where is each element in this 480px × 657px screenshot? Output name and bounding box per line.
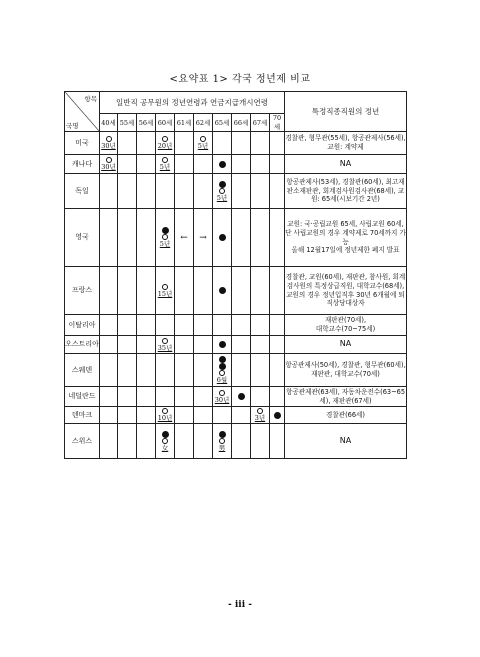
- service-years-label: 5년: [197, 142, 209, 150]
- service-years-label: 20년: [157, 142, 173, 150]
- country-name: 영국: [65, 209, 100, 267]
- corner-header-item: 항목: [84, 95, 97, 103]
- range-arrow: ←: [180, 232, 188, 243]
- retirement-age-marker: [219, 363, 226, 370]
- age-cell: [232, 174, 251, 209]
- service-years-label: 5년: [216, 193, 228, 202]
- age-cell: [137, 336, 156, 354]
- age-cell: [270, 424, 285, 459]
- retirement-age-marker: [219, 234, 226, 241]
- age-cell: [213, 336, 232, 354]
- age-cell: [118, 315, 137, 336]
- age-cell: [251, 407, 270, 424]
- age-cell: [213, 387, 232, 407]
- table-row: [65, 424, 407, 459]
- age-cell: [137, 155, 156, 174]
- country-name: 미국: [65, 132, 100, 155]
- age-cell: [175, 387, 194, 407]
- age-cell: [251, 174, 270, 209]
- age-cell: [137, 267, 156, 315]
- service-years-label: 5년: [159, 163, 171, 171]
- age-cell: [156, 354, 175, 387]
- age-cell: [118, 132, 137, 155]
- special-occupation-note: 항공관제관(63세), 자동차운전수(63~65세), 재판관(67세): [285, 387, 406, 405]
- age-cell: [213, 267, 232, 315]
- age-cell: [270, 174, 285, 209]
- age-cell: [175, 209, 194, 267]
- age-cell: [251, 315, 270, 336]
- age-header: 61세: [175, 114, 194, 132]
- age-cell: [270, 315, 285, 336]
- special-occupation-note: 재판관(70세), 대학교수(70~75세): [285, 315, 407, 336]
- age-cell: [232, 209, 251, 267]
- age-cell: [156, 132, 175, 155]
- age-cell: [137, 209, 156, 267]
- age-cell: [270, 267, 285, 315]
- age-cell: [100, 387, 118, 407]
- age-cell: [213, 315, 232, 336]
- retirement-age-marker: [219, 161, 226, 168]
- age-cell: [175, 132, 194, 155]
- age-cell: [100, 155, 118, 174]
- age-cell: [137, 354, 156, 387]
- service-years-label: 3년: [254, 414, 266, 422]
- age-cell: [213, 354, 232, 387]
- age-cell: [100, 209, 118, 267]
- age-header: 70세: [270, 114, 285, 132]
- age-cell: [175, 407, 194, 424]
- corner-header: [65, 92, 100, 132]
- country-name: 스웨덴: [65, 354, 100, 387]
- age-cell: [100, 407, 118, 424]
- age-cell: [175, 155, 194, 174]
- age-cell: [100, 267, 118, 315]
- age-cell: [118, 407, 137, 424]
- special-occupation-note: NA: [285, 155, 407, 174]
- age-cell: [251, 155, 270, 174]
- table-row: [65, 407, 407, 424]
- age-cell: [270, 407, 285, 424]
- service-years-label: 女: [161, 443, 169, 452]
- age-cell: [232, 407, 251, 424]
- corner-header-country: 국명: [66, 122, 79, 130]
- age-cell: [175, 336, 194, 354]
- special-occupation-note: NA: [285, 336, 407, 354]
- age-cell: [251, 424, 270, 459]
- service-years-label: 6월: [216, 376, 228, 384]
- age-cell: [118, 174, 137, 209]
- retirement-age-marker: [162, 431, 169, 438]
- service-years-label: 30년: [214, 395, 230, 404]
- country-name: 프랑스: [65, 267, 100, 315]
- age-cell: [251, 387, 270, 407]
- age-cell: [194, 132, 213, 155]
- service-years-label: 男: [218, 443, 226, 452]
- age-cell: [270, 336, 285, 354]
- range-arrow: →: [199, 232, 207, 243]
- table-row: [65, 315, 407, 336]
- age-cell: [100, 336, 118, 354]
- age-cell: [100, 315, 118, 336]
- age-cell: [100, 174, 118, 209]
- special-occupation-note: 항공관제사(50세), 경찰관, 형무관(60세), 재판관, 대학교수(70세): [285, 354, 407, 387]
- age-cell: [232, 336, 251, 354]
- table-row: [65, 267, 407, 315]
- age-header: 56세: [137, 114, 156, 132]
- age-cell: [251, 354, 270, 387]
- age-cell: [270, 354, 285, 387]
- comparison-table: [64, 91, 407, 459]
- special-occupation-note: NA: [285, 424, 407, 459]
- age-cell: [194, 315, 213, 336]
- table-row: [65, 209, 407, 267]
- retirement-age-marker: [219, 431, 226, 438]
- special-occupation-note: 항공관제사(53세), 경찰관(60세), 최고재판소재판관, 회계검사원검사관(68세), 교원: 65세(시보기간 2년): [285, 174, 407, 209]
- retirement-age-marker: [219, 341, 226, 348]
- service-years-label: 10년: [157, 414, 173, 422]
- age-cell: [270, 155, 285, 174]
- table-row: [65, 132, 407, 155]
- service-years-label: 15년: [157, 289, 173, 298]
- age-cell: [251, 132, 270, 155]
- country-name: 네덜란드: [65, 387, 100, 407]
- age-cell: [156, 209, 175, 267]
- service-years-label: 35년: [157, 343, 173, 352]
- age-cell: [100, 132, 118, 155]
- age-cell: [156, 315, 175, 336]
- country-name: 캐나다: [65, 155, 100, 174]
- special-occupation-note: 경찰관(66세): [285, 407, 407, 424]
- age-cell: [194, 354, 213, 387]
- retirement-age-marker: [162, 227, 169, 234]
- age-cell: [118, 155, 137, 174]
- age-cell: [156, 155, 175, 174]
- age-cell: [232, 387, 251, 407]
- age-cell: [175, 424, 194, 459]
- special-occupation-note: 경찰관, 형무관(55세), 항공관제사(56세), 교원: 계약제: [285, 132, 407, 155]
- age-cell: [156, 424, 175, 459]
- special-occupation-note: 교원: 국·공립교원 65세, 사립교원 60세, 단 사립교원의 경우 계약제로 70세까지 가능 올해 12월17일에 정년제한 폐지 발표: [285, 209, 407, 267]
- service-years-label: 30년: [101, 142, 116, 150]
- age-cell: [100, 424, 118, 459]
- age-cell: [100, 354, 118, 387]
- retirement-age-marker: [238, 393, 245, 400]
- age-cell: [194, 424, 213, 459]
- age-cell: [118, 424, 137, 459]
- age-cell: [137, 315, 156, 336]
- age-cell: [232, 267, 251, 315]
- age-cell: [137, 387, 156, 407]
- service-years-label: 30년: [101, 163, 116, 171]
- age-cell: [118, 267, 137, 315]
- table-row: [65, 336, 407, 354]
- country-name: 이탈리아: [65, 315, 100, 336]
- table-row: [65, 387, 407, 407]
- age-cell: [270, 132, 285, 155]
- age-cell: [156, 336, 175, 354]
- retirement-age-marker: [274, 412, 281, 419]
- age-header: 55세: [118, 114, 137, 132]
- age-cell: [175, 267, 194, 315]
- age-cell: [213, 209, 232, 267]
- age-cell: [213, 155, 232, 174]
- age-header: 40세: [100, 114, 118, 132]
- table-row: [65, 174, 407, 209]
- age-cell: [175, 354, 194, 387]
- notes-header: 특정직종직원의 정년: [285, 92, 407, 132]
- retirement-age-marker: [219, 181, 226, 188]
- age-header: 66세: [232, 114, 251, 132]
- retirement-age-marker: [219, 356, 226, 363]
- age-cell: [232, 354, 251, 387]
- age-cell: [194, 407, 213, 424]
- age-cell: [118, 336, 137, 354]
- age-cell: [156, 387, 175, 407]
- age-header: 60세: [156, 114, 175, 132]
- age-cell: [175, 315, 194, 336]
- retirement-age-marker: [219, 287, 226, 294]
- age-cell: [213, 174, 232, 209]
- age-cell: [270, 209, 285, 267]
- age-cell: [118, 387, 137, 407]
- age-cell: [194, 174, 213, 209]
- age-cell: [194, 155, 213, 174]
- age-cell: [194, 387, 213, 407]
- age-cell: [232, 132, 251, 155]
- age-cell: [118, 354, 137, 387]
- age-cell: [156, 267, 175, 315]
- age-cell: [194, 336, 213, 354]
- age-cell: [251, 267, 270, 315]
- age-cell: [137, 407, 156, 424]
- page-number: - iii -: [228, 600, 252, 610]
- age-cell: [251, 336, 270, 354]
- country-name: 스위스: [65, 424, 100, 459]
- age-cell: [270, 387, 285, 407]
- age-cell: [213, 132, 232, 155]
- age-cell: [194, 209, 213, 267]
- age-cell: [137, 424, 156, 459]
- age-cell: [213, 407, 232, 424]
- group-header: 일반직 공무원의 정년연령과 연금지급개시연령: [100, 92, 285, 114]
- age-header: 67세: [251, 114, 270, 132]
- age-cell: [118, 209, 137, 267]
- age-cell: [232, 424, 251, 459]
- age-cell: [194, 267, 213, 315]
- age-cell: [156, 407, 175, 424]
- age-cell: [175, 174, 194, 209]
- age-header: 65세: [213, 114, 232, 132]
- age-cell: [232, 155, 251, 174]
- service-years-label: 5년: [159, 240, 171, 248]
- age-cell: [137, 174, 156, 209]
- age-cell: [137, 132, 156, 155]
- table-title: <요약표 1> 각국 정년제 비교: [169, 74, 311, 85]
- age-cell: [232, 315, 251, 336]
- country-name: 독일: [65, 174, 100, 209]
- table-row: [65, 155, 407, 174]
- table-row: [65, 354, 407, 387]
- age-cell: [213, 424, 232, 459]
- age-cell: [156, 174, 175, 209]
- country-name: 오스트리아: [65, 336, 100, 354]
- country-name: 덴마크: [65, 407, 100, 424]
- age-cell: [251, 209, 270, 267]
- special-occupation-note: 경찰관, 교원(60세), 재판관, 참사원, 회계검사원의 특정상급직원, 대학교수(68세), 교원의 경우 정년입직후 30년 6개월에 퇴직상당대상자: [285, 267, 407, 315]
- age-header: 62세: [194, 114, 213, 132]
